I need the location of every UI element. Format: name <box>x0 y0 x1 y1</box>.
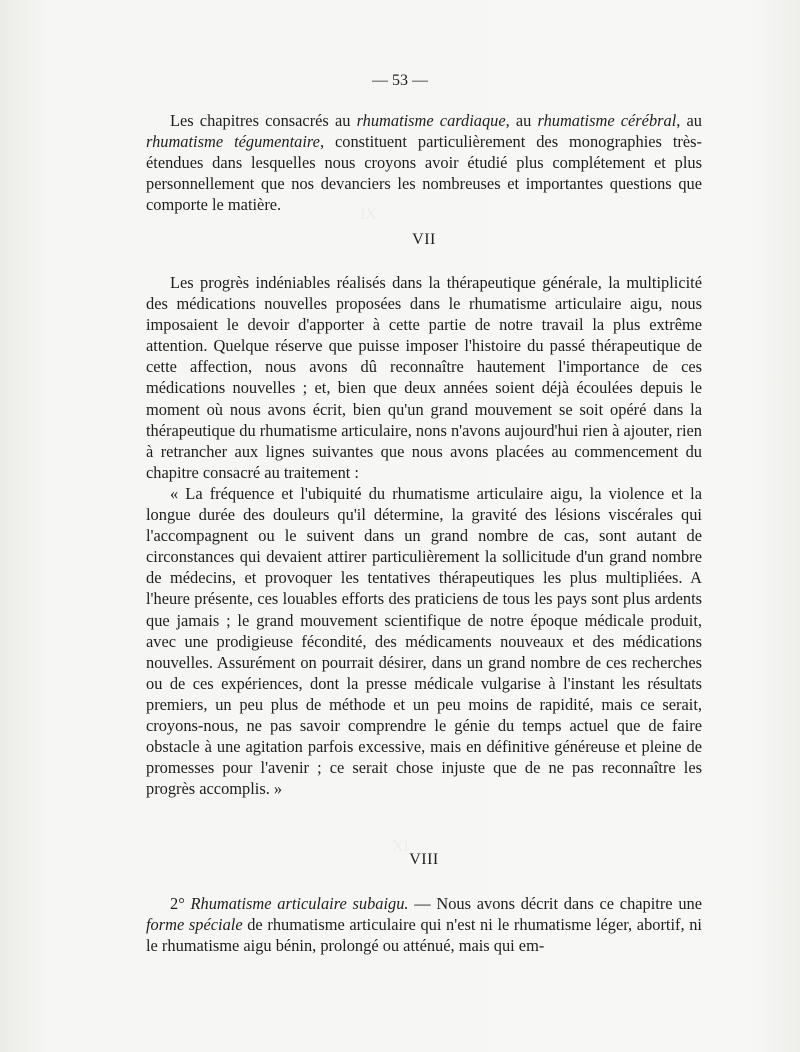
para4-italic-2: forme spéciale <box>146 915 243 935</box>
paragraph-subacute <box>146 893 702 956</box>
para4-number: 2° <box>170 894 191 913</box>
para1-text-2: , au <box>505 111 538 130</box>
para4-text-1: — Nous avons décrit dans ce chapitre une <box>408 894 702 913</box>
para1-italic-3: rhumatisme tégumentaire <box>146 132 320 152</box>
section-heading-vii: VII <box>412 231 436 248</box>
para3-quote: « La fréquence et l'ubiquité du rhumatisme articulaire aigu, la violence et la longue durée des douleurs qu'il détermine, la gravité des lésions viscérales qui l'accompagnent ou le suivent dans un grand nombre de cas, sont autant de circonstances qui devaient attirer particulièrement la sollicitude d'un grand nombre de médecins, et provoquer les tentatives thérapeutiques les plus multipliées. A l'heure présente, ces louables efforts des praticiens de tous les pays sont plus ardents que jamais ; le grand mouvement scientifique de notre époque médicale produit, avec une prodigieuse fécondité, des médicaments nouveaux et des médications nouvelles. Assurément on pourrait désirer, dans un grand nombre de ces recherches ou de ces expériences, dont la presse médicale vulgarise à l'instant les résultats premiers, un peu plus de méthode et un peu moins de rapidité, mais ce serait, croyons-nous, ne pas savoir comprendre le génie du temps actuel que de faire obstacle à une agitation parfois excessive, mais en définitive généreuse et pleine de promesses pour l'avenir ; ce serait chose injuste que de ne pas reconnaître les progrès accomplis. » <box>146 483 702 799</box>
para1-text-3: , au <box>676 111 702 130</box>
section-heading-viii: VIII <box>409 851 439 868</box>
para4-text-2: de rhumatisme articulaire qui n'est ni le rhumatisme léger, abortif, ni le rhumatisme aigu bénin, prolongé ou atténué, mais qui em- <box>146 915 702 956</box>
para2-text: Les progrès indéniables réalisés dans la thérapeutique générale, la multiplicité des médications nouvelles proposées dans le rhumatisme articulaire aigu, nous imposaient le devoir d'apporter à cette partie de notre travail la plus extrême attention. Quelque réserve que puisse imposer l'histoire du passé thérapeutique de cette affection, nous avons dû reconnaître hautement l'importance de ces médications nouvelles ; et, bien que deux années soient déjà écoulées depuis le moment où nous avons écrit, bien qu'un grand mouvement se soit opéré dans la thérapeutique du rhumatisme articulaire, nons n'avons aujourd'hui rien à ajouter, rien à retrancher aux lignes suivantes que nous avons placées au commencement du chapitre consacré au traitement : <box>146 273 702 482</box>
para1-italic-1: rhumatisme cardiaque <box>356 111 506 130</box>
para1-text-1: Les chapitres consacrés au <box>170 111 357 130</box>
page-number: — 53 — <box>372 72 428 89</box>
para4-italic-1: Rhumatisme articulaire subaigu. <box>190 894 409 913</box>
para1-italic-2: rhumatisme cérébral <box>537 111 677 130</box>
para1-text-4: , constituent particulièrement des monographies très-étendues dans lesquelles nous croyons avoir étudié plus complétement et plus personnellement que nos devanciers les nombreuses et importantes questions que comporte le matière. <box>146 132 702 215</box>
paragraph-therapeutics <box>146 272 702 799</box>
paragraph-intro <box>146 110 702 215</box>
